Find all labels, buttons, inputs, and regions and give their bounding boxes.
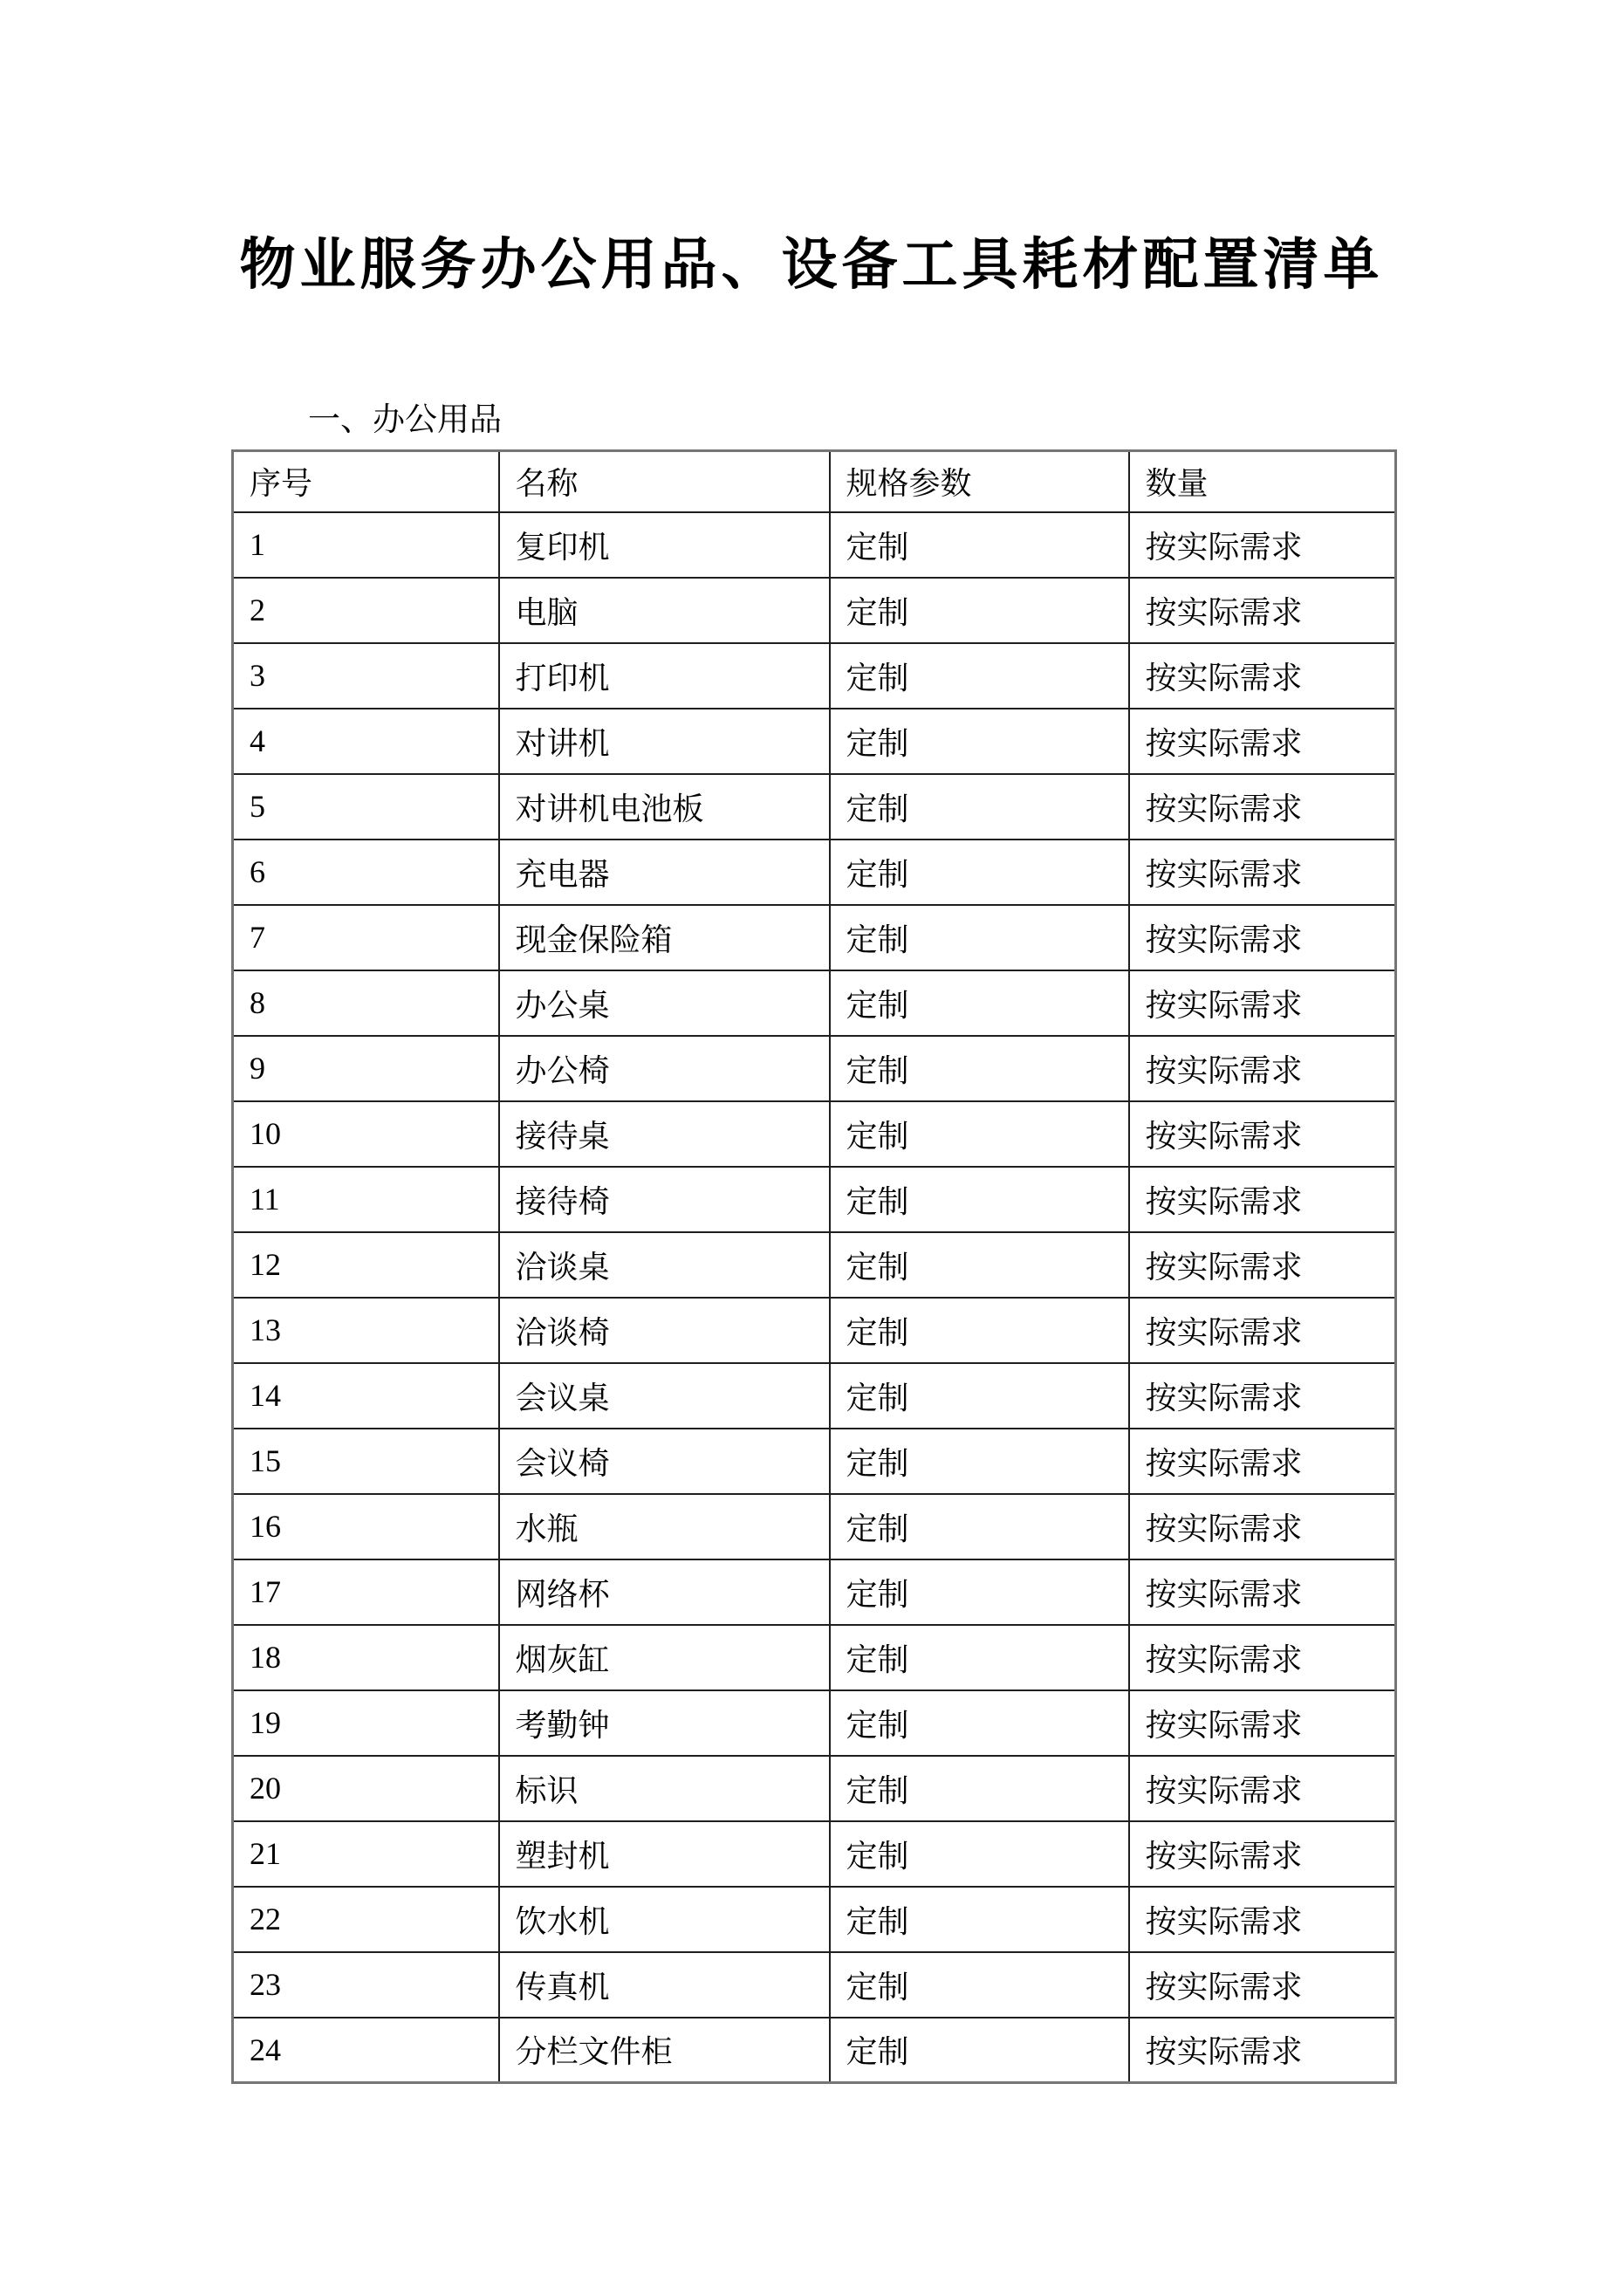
table-row [233, 840, 1396, 905]
table-cell: 按实际需求 [1129, 1952, 1396, 2018]
column-header: 规格参数 [830, 451, 1129, 512]
table-cell: 饮水机 [499, 1887, 830, 1952]
table-cell: 按实际需求 [1129, 1101, 1396, 1167]
table-cell: 对讲机电池板 [499, 774, 830, 840]
table-cell: 电脑 [499, 578, 830, 643]
table-cell: 按实际需求 [1129, 1559, 1396, 1625]
table-cell: 会议桌 [499, 1363, 830, 1429]
table-row [233, 905, 1396, 970]
table-cell: 定制 [830, 1887, 1129, 1952]
table-cell: 按实际需求 [1129, 970, 1396, 1036]
table-cell: 按实际需求 [1129, 643, 1396, 709]
table-row [233, 1036, 1396, 1101]
table-cell: 接待椅 [499, 1167, 830, 1232]
table-cell: 8 [233, 970, 499, 1036]
table-cell: 水瓶 [499, 1494, 830, 1559]
column-header: 数量 [1129, 451, 1396, 512]
table-cell: 按实际需求 [1129, 774, 1396, 840]
table-cell: 办公椅 [499, 1036, 830, 1101]
table-cell: 14 [233, 1363, 499, 1429]
table-row [233, 1298, 1396, 1363]
table-cell: 3 [233, 643, 499, 709]
table-cell: 定制 [830, 1821, 1129, 1887]
table-cell: 定制 [830, 905, 1129, 970]
table-cell: 24 [233, 2018, 499, 2083]
document-title: 物业服务办公用品、设备工具耗材配置清单 [239, 234, 1384, 296]
table-cell: 19 [233, 1690, 499, 1756]
table-cell: 传真机 [499, 1952, 830, 2018]
supplies-table [231, 449, 1397, 2084]
table-cell: 15 [233, 1429, 499, 1494]
table-cell: 按实际需求 [1129, 1690, 1396, 1756]
table-cell: 17 [233, 1559, 499, 1625]
table-cell: 定制 [830, 774, 1129, 840]
table-cell: 22 [233, 1887, 499, 1952]
table-cell: 定制 [830, 840, 1129, 905]
table-cell: 按实际需求 [1129, 1756, 1396, 1821]
supplies-table-body [233, 512, 1396, 2083]
table-row [233, 1952, 1396, 2018]
table-cell: 考勤钟 [499, 1690, 830, 1756]
table-cell: 23 [233, 1952, 499, 2018]
table-cell: 按实际需求 [1129, 1232, 1396, 1298]
table-cell: 按实际需求 [1129, 512, 1396, 578]
table-cell: 定制 [830, 1298, 1129, 1363]
table-row [233, 970, 1396, 1036]
table-row [233, 1756, 1396, 1821]
table-cell: 按实际需求 [1129, 578, 1396, 643]
table-cell: 网络杯 [499, 1559, 830, 1625]
table-row [233, 1429, 1396, 1494]
table-cell: 充电器 [499, 840, 830, 905]
table-cell: 定制 [830, 709, 1129, 774]
table-cell: 办公桌 [499, 970, 830, 1036]
table-cell: 按实际需求 [1129, 1887, 1396, 1952]
table-cell: 7 [233, 905, 499, 970]
table-cell: 分栏文件柜 [499, 2018, 830, 2083]
column-header: 序号 [233, 451, 499, 512]
table-header-row [233, 451, 1396, 512]
table-row [233, 1232, 1396, 1298]
table-cell: 定制 [830, 643, 1129, 709]
section-heading-office-supplies: 一、办公用品 [308, 402, 502, 438]
table-cell: 2 [233, 578, 499, 643]
table-cell: 按实际需求 [1129, 840, 1396, 905]
table-cell: 1 [233, 512, 499, 578]
table-cell: 16 [233, 1494, 499, 1559]
table-cell: 洽谈椅 [499, 1298, 830, 1363]
table-cell: 按实际需求 [1129, 1167, 1396, 1232]
table-cell: 会议椅 [499, 1429, 830, 1494]
table-cell: 18 [233, 1625, 499, 1690]
table-cell: 定制 [830, 1494, 1129, 1559]
table-row [233, 1494, 1396, 1559]
table-row [233, 1887, 1396, 1952]
table-cell: 定制 [830, 1232, 1129, 1298]
table-cell: 12 [233, 1232, 499, 1298]
table-cell: 定制 [830, 1952, 1129, 2018]
table-cell: 6 [233, 840, 499, 905]
table-cell: 9 [233, 1036, 499, 1101]
table-cell: 按实际需求 [1129, 1363, 1396, 1429]
table-cell: 13 [233, 1298, 499, 1363]
table-row [233, 1101, 1396, 1167]
table-row [233, 643, 1396, 709]
table-row [233, 709, 1396, 774]
table-cell: 定制 [830, 1167, 1129, 1232]
table-cell: 定制 [830, 2018, 1129, 2083]
table-row [233, 774, 1396, 840]
table-cell: 定制 [830, 1363, 1129, 1429]
table-cell: 11 [233, 1167, 499, 1232]
table-cell: 洽谈桌 [499, 1232, 830, 1298]
table-row [233, 1559, 1396, 1625]
table-cell: 打印机 [499, 643, 830, 709]
table-cell: 21 [233, 1821, 499, 1887]
table-cell: 接待桌 [499, 1101, 830, 1167]
table-row [233, 1821, 1396, 1887]
table-cell: 按实际需求 [1129, 1494, 1396, 1559]
table-cell: 定制 [830, 1429, 1129, 1494]
table-row [233, 1690, 1396, 1756]
column-header: 名称 [499, 451, 830, 512]
table-cell: 塑封机 [499, 1821, 830, 1887]
table-cell: 定制 [830, 1101, 1129, 1167]
table-cell: 烟灰缸 [499, 1625, 830, 1690]
table-cell: 定制 [830, 578, 1129, 643]
table-cell: 复印机 [499, 512, 830, 578]
table-cell: 对讲机 [499, 709, 830, 774]
table-cell: 定制 [830, 1690, 1129, 1756]
table-cell: 定制 [830, 1036, 1129, 1101]
table-cell: 按实际需求 [1129, 709, 1396, 774]
table-cell: 定制 [830, 970, 1129, 1036]
table-cell: 5 [233, 774, 499, 840]
table-cell: 按实际需求 [1129, 1625, 1396, 1690]
table-cell: 按实际需求 [1129, 1298, 1396, 1363]
table-row [233, 512, 1396, 578]
table-cell: 定制 [830, 1559, 1129, 1625]
table-cell: 10 [233, 1101, 499, 1167]
table-row [233, 1363, 1396, 1429]
table-cell: 定制 [830, 1625, 1129, 1690]
table-cell: 定制 [830, 512, 1129, 578]
table-cell: 标识 [499, 1756, 830, 1821]
table-cell: 现金保险箱 [499, 905, 830, 970]
table-row [233, 2018, 1396, 2083]
table-cell: 按实际需求 [1129, 905, 1396, 970]
table-row [233, 1167, 1396, 1232]
table-cell: 4 [233, 709, 499, 774]
table-row [233, 1625, 1396, 1690]
table-cell: 按实际需求 [1129, 1429, 1396, 1494]
table-cell: 20 [233, 1756, 499, 1821]
table-cell: 定制 [830, 1756, 1129, 1821]
table-cell: 按实际需求 [1129, 1821, 1396, 1887]
table-row [233, 578, 1396, 643]
table-cell: 按实际需求 [1129, 1036, 1396, 1101]
table-cell: 按实际需求 [1129, 2018, 1396, 2083]
